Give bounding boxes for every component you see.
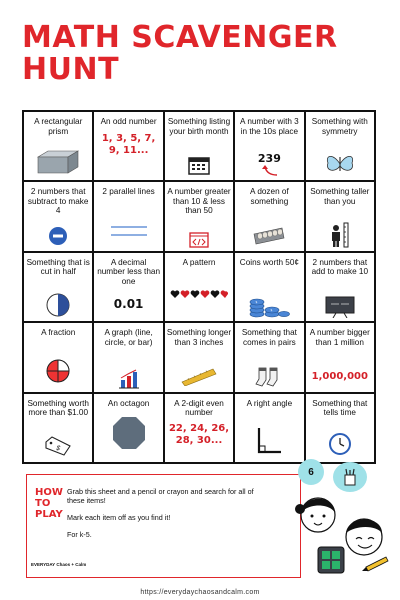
cell-label: A 2-digit even number [174, 398, 224, 418]
heading-word: HOW [35, 487, 63, 498]
instruction-line: Mark each item off as you find it! [67, 513, 171, 522]
cell-decimal[interactable] [93, 252, 163, 322]
pencil-cup-icon [341, 468, 359, 486]
cell-add-to-10[interactable] [305, 252, 375, 322]
cell-tens-place[interactable] [234, 111, 304, 181]
cell-label: A number greater than 10 & less than 50 [167, 187, 231, 216]
half-circle-icon [45, 292, 71, 318]
coins-icon [248, 292, 290, 318]
heading-word: PLAY [35, 509, 63, 520]
speech-bubble-number [298, 459, 324, 485]
clock-icon [328, 432, 352, 456]
cell-label: 2 numbers that subtract to make 4 [27, 187, 89, 216]
parallel-lines-icon [109, 225, 149, 237]
instruction-line: For k-5. [67, 530, 92, 539]
cell-label: A graph (line, circle, or bar) [104, 328, 153, 347]
cell-graph[interactable] [93, 322, 163, 392]
cell-label: A pattern [182, 257, 216, 267]
cell-symmetry[interactable] [305, 111, 375, 181]
cell-rectangular-prism[interactable] [23, 111, 93, 181]
cell-label: Something worth more than $1.00 [27, 398, 89, 418]
cell-pattern[interactable] [164, 252, 234, 322]
cell-label: An octagon [107, 398, 150, 408]
cell-parallel-lines[interactable] [93, 181, 163, 251]
cell-coins[interactable] [234, 252, 304, 322]
cell-tells-time[interactable] [305, 393, 375, 463]
price-tag-icon [44, 436, 72, 456]
cell-between-10-and-50[interactable] [164, 181, 234, 251]
tens-place-example: 239 [257, 152, 281, 166]
odd-number-example: 1, 3, 5, 7, 9, 11... [101, 132, 156, 156]
cell-label: A dozen of something [250, 187, 289, 206]
cell-label: Something taller than you [310, 187, 370, 206]
svg-text:$: $ [54, 443, 63, 453]
height-chart-icon [328, 222, 352, 248]
cell-label: Something listing your birth month [167, 117, 231, 136]
cell-label: 2 parallel lines [102, 187, 155, 197]
cell-cut-in-half[interactable] [23, 252, 93, 322]
chalkboard-icon [325, 296, 355, 318]
footer-url[interactable]: https://everydaychaosandcalm.com [140, 589, 260, 596]
butterfly-icon [325, 153, 355, 175]
cell-label: Coins worth 50¢ [239, 257, 299, 267]
curved-arrow-icon [257, 165, 281, 177]
cell-label: A decimal number less than one [97, 257, 160, 286]
code-icon [189, 232, 209, 248]
heart-pattern-icon [170, 289, 228, 299]
cell-label: Something longer than 3 inches [166, 328, 232, 347]
cell-label: Something that is cut in half [26, 257, 90, 277]
cell-longer-than-3-inches[interactable] [164, 322, 234, 392]
fraction-pie-icon [45, 358, 71, 384]
page-title: MATH SCAVENGER HUNT [22, 20, 338, 87]
cell-bigger-than-million[interactable] [305, 322, 375, 392]
right-angle-icon [255, 426, 283, 454]
how-to-play-heading [35, 487, 63, 520]
calendar-icon [188, 155, 210, 175]
minus-icon [48, 226, 68, 246]
brand-logo: EVERYDAY Chaos + Calm [31, 562, 87, 567]
million-example: 1,000,000 [311, 370, 368, 382]
cell-taller-than-you[interactable] [305, 181, 375, 251]
cell-label: An odd number [100, 117, 157, 126]
cell-label: Something with symmetry [311, 117, 368, 136]
instruction-line: Grab this sheet and a pencil or crayon and search for all of these items! [67, 487, 254, 505]
cell-label: 2 numbers that add to make 10 [311, 257, 369, 277]
cell-label: A fraction [41, 328, 76, 338]
how-to-play-box [26, 474, 301, 578]
cell-subtract-to-4[interactable] [23, 181, 93, 251]
svg-text:$: $ [270, 308, 273, 313]
cell-right-angle[interactable] [234, 393, 304, 463]
instructions [67, 487, 267, 547]
cell-fraction[interactable] [23, 322, 93, 392]
ruler-icon [181, 368, 217, 386]
egg-carton-icon [252, 226, 286, 246]
cell-label: A number bigger than 1 million [309, 328, 370, 347]
kids-illustration [290, 485, 398, 585]
socks-icon [255, 367, 283, 389]
cell-odd-number[interactable] [93, 111, 163, 181]
cell-even-number[interactable] [164, 393, 234, 463]
octagon-icon [112, 416, 146, 450]
cell-label: Something that comes in pairs [241, 328, 297, 347]
cell-label: A rectangular prism [34, 117, 83, 136]
bubble-number: 6 [308, 466, 314, 478]
svg-text:$: $ [255, 300, 258, 305]
heading-word: TO [35, 498, 51, 509]
bar-graph-icon [118, 369, 140, 389]
cell-label: A number with 3 in the 10s place [240, 117, 299, 136]
scavenger-grid [22, 110, 376, 464]
cell-worth-more-than-dollar[interactable] [23, 393, 93, 463]
cell-octagon[interactable] [93, 393, 163, 463]
cell-label: A right angle [246, 398, 293, 408]
even-number-example: 22, 24, 26, 28, 30... [168, 422, 230, 446]
cell-dozen[interactable] [234, 181, 304, 251]
rectangular-prism-icon [36, 149, 80, 175]
cell-birth-month[interactable] [164, 111, 234, 181]
cell-label: Something that tells time [312, 398, 368, 418]
cell-comes-in-pairs[interactable] [234, 322, 304, 392]
decimal-example: 0.01 [113, 297, 144, 312]
